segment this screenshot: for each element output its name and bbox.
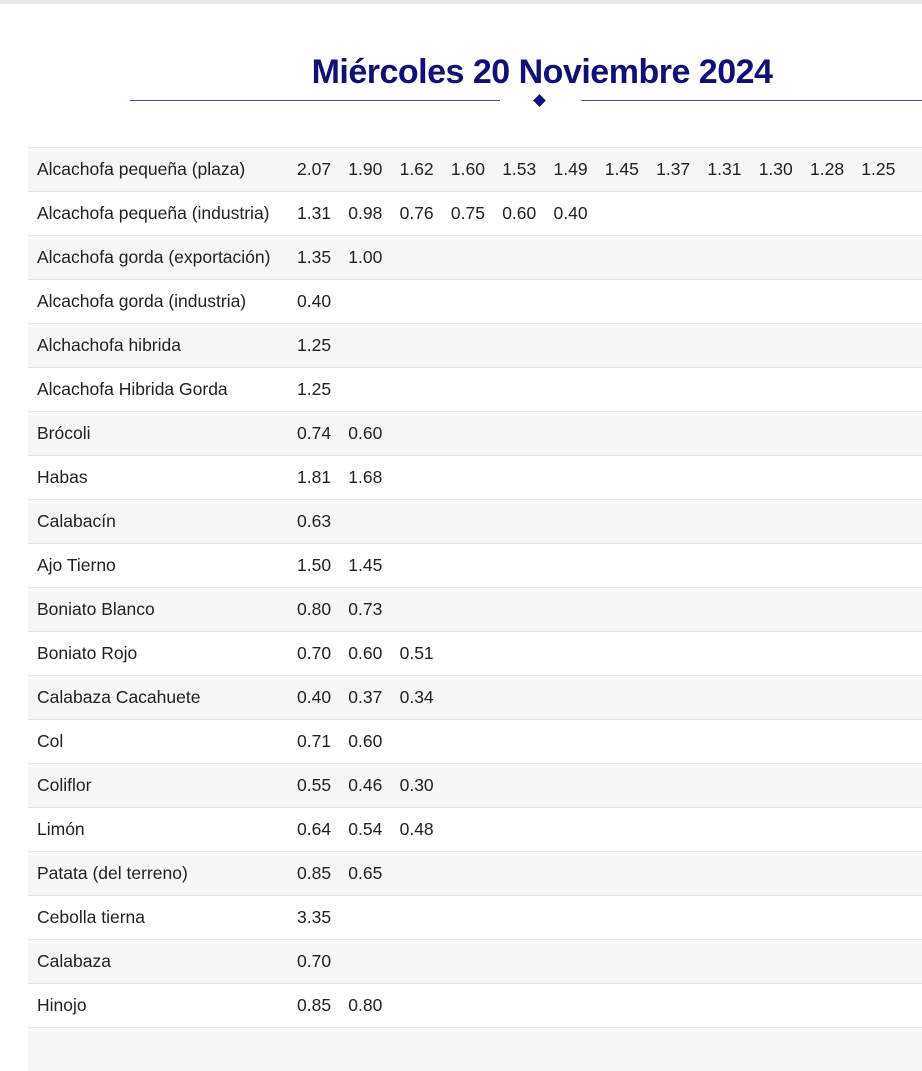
price-value: 1.60 [450,159,485,179]
price-value: 1.49 [553,159,588,179]
price-value: 1.30 [758,159,793,179]
price-value: 0.34 [399,687,434,707]
table-row [28,191,922,235]
table-row [28,147,922,191]
page-title: Miércoles 20 Noviembre 2024 [311,52,773,91]
price-value: 0.76 [399,203,434,223]
product-name: Boniato Blanco [37,599,155,619]
price-value: 3.35 [297,907,332,927]
price-value: 0.75 [450,203,485,223]
product-name: Alcachofa gorda (exportación) [37,247,271,267]
price-value: 0.85 [297,863,332,883]
price-value: 1.68 [348,467,383,487]
table-row [28,323,922,367]
table-row [28,543,922,587]
product-name: Alcachofa Hibrida Gorda [37,379,228,399]
table-row [28,719,922,763]
table-row [28,279,922,323]
price-value: 0.60 [348,731,383,751]
price-value: 0.60 [502,203,537,223]
price-value: 0.48 [399,819,434,839]
top-strip [0,0,922,4]
table-row [28,675,922,719]
table-row [28,631,922,675]
price-value: 0.74 [297,423,332,443]
product-name: Hinojo [37,995,87,1015]
title-divider-right [581,100,922,101]
price-value: 0.65 [348,863,383,883]
price-value: 0.73 [348,599,383,619]
price-value: 1.37 [656,159,691,179]
price-value: 1.25 [297,335,332,355]
price-value: 1.28 [810,159,845,179]
table-row [28,587,922,631]
product-name: Patata (del terreno) [37,863,188,883]
price-value: 0.70 [297,951,332,971]
price-value: 0.70 [297,643,332,663]
table-row [28,411,922,455]
product-name: Alcachofa pequeña (industria) [37,203,270,223]
table-row [28,367,922,411]
price-value: 0.40 [297,291,332,311]
price-value: 0.60 [348,423,383,443]
price-value: 1.25 [297,379,332,399]
table-row [28,235,922,279]
product-name: Alcachofa pequeña (plaza) [37,159,246,179]
price-value: 0.60 [348,643,383,663]
product-name: Calabaza Cacahuete [37,687,201,707]
price-value: 1.45 [604,159,639,179]
title-divider-left [130,100,500,101]
price-value: 0.80 [297,599,332,619]
price-value: 1.31 [707,159,742,179]
price-value: 0.80 [348,995,383,1015]
price-value: 1.35 [297,247,332,267]
price-value: 0.40 [297,687,332,707]
price-value: 1.90 [348,159,383,179]
product-name: Brócoli [37,423,91,443]
price-value: 0.46 [348,775,383,795]
product-name: Calabaza [37,951,111,971]
price-value: 1.45 [348,555,383,575]
price-value: 0.71 [297,731,332,751]
price-value: 0.63 [297,511,332,531]
price-value: 0.64 [297,819,332,839]
product-name: Cebolla tierna [37,907,145,927]
table-row [28,939,922,983]
product-name: Ajo Tierno [37,555,116,575]
product-name: Boniato Rojo [37,643,138,663]
diamond-ornament-icon [533,94,546,107]
product-name: Habas [37,467,88,487]
price-value: 1.00 [348,247,383,267]
product-name: Limón [37,819,85,839]
product-name: Alcachofa gorda (industria) [37,291,247,311]
product-name: Calabacín [37,511,116,531]
table-row [28,851,922,895]
table-row [28,455,922,499]
table-row [28,895,922,939]
table-row [28,763,922,807]
price-value: 1.62 [399,159,434,179]
price-table [28,147,922,1071]
price-value: 1.53 [502,159,537,179]
price-value: 0.55 [297,775,332,795]
price-value: 0.85 [297,995,332,1015]
price-value: 0.37 [348,687,383,707]
price-value: 0.51 [399,643,434,663]
price-value: 0.98 [348,203,383,223]
price-value: 0.54 [348,819,383,839]
price-value: 1.50 [297,555,332,575]
price-value: 1.81 [297,467,332,487]
price-value: 0.30 [399,775,434,795]
price-value: 1.25 [861,159,896,179]
price-value: 0.40 [553,203,588,223]
product-name: Alchachofa hibrida [37,335,181,355]
price-value: 1.31 [297,203,332,223]
product-name: Coliflor [37,775,92,795]
table-row [28,807,922,851]
table-row [28,983,922,1027]
table-row [28,499,922,543]
product-name: Col [37,731,64,751]
price-value: 2.07 [297,159,332,179]
